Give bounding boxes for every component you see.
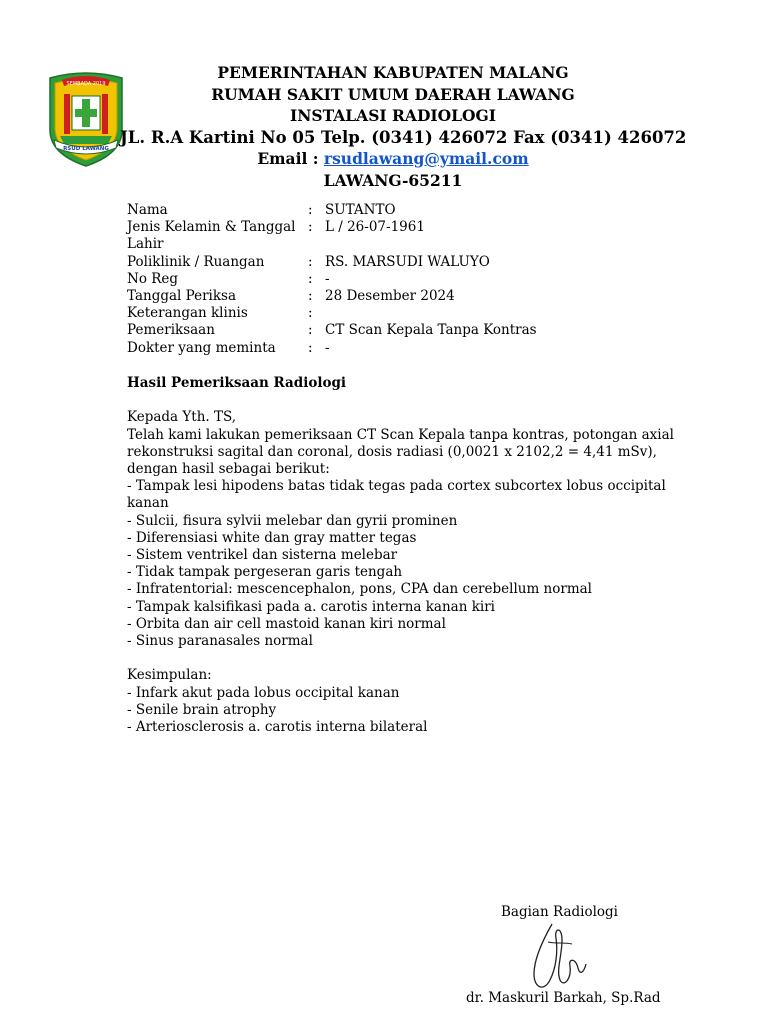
patient-row-examination xyxy=(127,322,537,339)
separator: : xyxy=(308,219,313,236)
patient-row-sex-dob xyxy=(127,219,537,253)
label-exam-date: Tanggal Periksa xyxy=(127,288,237,305)
email-label: Email : xyxy=(257,149,324,168)
intro-line: rekonstruksi sagital dan coronal, dosis radiasi (0,0021 x 2102,2 = 4,41 mSv), xyxy=(127,443,657,460)
conclusion-title: Kesimpulan: xyxy=(127,667,212,684)
header-email-line xyxy=(130,148,656,170)
label-clinical-notes: Keterangan klinis xyxy=(127,305,248,322)
finding-item: - Tampak kalsifikasi pada a. carotis interna kanan kiri xyxy=(127,598,495,615)
signature-doctor-name: dr. Maskuril Barkah, Sp.Rad xyxy=(466,990,661,1006)
conclusion-item: - Senile brain atrophy xyxy=(127,701,277,718)
patient-row-exam-date xyxy=(127,288,537,305)
header-government: PEMERINTAHAN KABUPATEN MALANG xyxy=(217,63,569,82)
label-referring-doctor: Dokter yang meminta xyxy=(127,339,276,356)
letterhead xyxy=(120,62,687,191)
finding-item: - Sistem ventrikel dan sisterna melebar xyxy=(127,547,398,564)
logo-ribbon-text: RSUD LAWANG xyxy=(63,146,109,152)
label-examination: Pemeriksaan xyxy=(127,322,215,339)
finding-item: - Tampak lesi hipodens batas tidak tegas pada cortex subcortex lobus occipital xyxy=(127,478,666,495)
header-department: INSTALASI RADIOLOGI xyxy=(289,106,497,125)
patient-row-name xyxy=(127,202,537,219)
greeting: Kepada Yth. TS, xyxy=(127,409,237,426)
label-sex-dob xyxy=(127,219,299,253)
conclusion-item: - Arteriosclerosis a. carotis interna bilateral xyxy=(127,719,428,736)
hospital-logo xyxy=(44,70,128,168)
label-reg: No Reg xyxy=(127,270,179,287)
handwritten-signature xyxy=(520,918,590,998)
radiology-result xyxy=(127,375,674,736)
separator: : xyxy=(308,253,313,270)
patient-info xyxy=(127,202,537,357)
patient-row-reg xyxy=(127,271,537,288)
finding-item: kanan xyxy=(127,495,169,512)
value-sex-dob: L / 26-07-1961 xyxy=(325,219,425,236)
value-referring-doctor: - xyxy=(325,339,330,356)
finding-item: - Infratentorial: mescencephalon, pons, CPA dan cerebellum normal xyxy=(127,581,592,598)
header-city: LAWANG-65211 xyxy=(323,170,463,190)
label-clinic: Poliklinik / Ruangan xyxy=(127,253,265,270)
value-name: SUTANTO xyxy=(325,202,396,218)
separator: : xyxy=(308,305,313,322)
conclusion-item: - Infark akut pada lobus occipital kanan xyxy=(127,684,400,701)
header-hospital: RUMAH SAKIT UMUM DAERAH LAWANG xyxy=(211,84,575,104)
header-address: JL. R.A Kartini No 05 Telp. (0341) 426072 Fax (0341) 426072 xyxy=(120,127,687,147)
result-title: Hasil Pemeriksaan Radiologi xyxy=(127,375,347,391)
patient-row-referring-doctor xyxy=(127,340,537,357)
label-sex-dob-line2: Lahir xyxy=(127,236,164,253)
label-name: Nama xyxy=(127,202,168,218)
value-reg: - xyxy=(325,270,330,287)
patient-row-clinical-notes xyxy=(127,305,537,322)
separator: : xyxy=(308,339,313,356)
value-exam-date: 28 Desember 2024 xyxy=(325,288,455,305)
value-examination: CT Scan Kepala Tanpa Kontras xyxy=(325,322,537,339)
finding-item: - Orbita dan air cell mastoid kanan kiri normal xyxy=(127,615,446,632)
logo-top-text: SEMBADA 2019 xyxy=(66,81,106,87)
intro-line: Telah kami lakukan pemeriksaan CT Scan Kepala tanpa kontras, potongan axial xyxy=(127,426,674,443)
signature-department: Bagian Radiologi xyxy=(501,904,618,920)
finding-item: - Sulcii, fisura sylvii melebar dan gyrii prominen xyxy=(127,512,458,529)
separator: : xyxy=(308,322,313,339)
finding-item: - Tidak tampak pergeseran garis tengah xyxy=(127,564,403,581)
rsud-lawang-logo-icon xyxy=(44,70,128,168)
finding-item: - Diferensiasi white dan gray matter tegas xyxy=(127,529,417,546)
finding-item: - Sinus paranasales normal xyxy=(127,633,313,650)
separator: : xyxy=(308,202,313,218)
separator: : xyxy=(308,288,313,305)
patient-row-clinic xyxy=(127,254,537,271)
label-sex-dob-line1: Jenis Kelamin & Tanggal xyxy=(127,219,296,236)
separator: : xyxy=(308,270,313,287)
email-link[interactable]: rsudlawang@ymail.com xyxy=(323,149,529,168)
value-clinic: RS. MARSUDI WALUYO xyxy=(325,253,490,270)
intro-line: dengan hasil sebagai berikut: xyxy=(127,461,330,477)
